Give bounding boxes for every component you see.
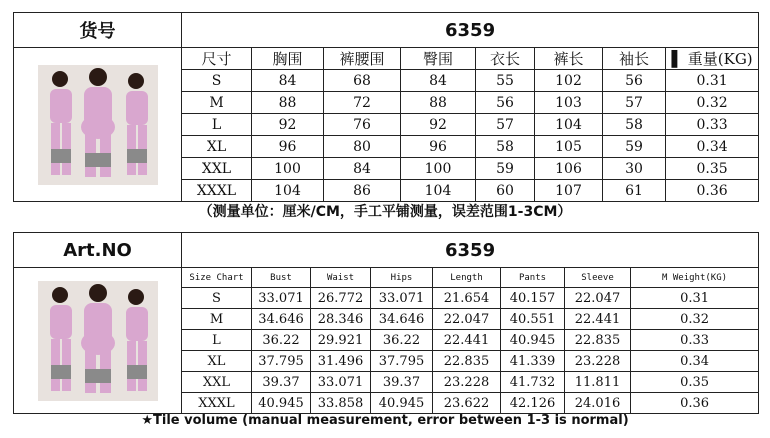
table-cell: 34.646 <box>252 309 311 330</box>
table-cell: S <box>182 288 252 309</box>
model-head <box>89 284 107 302</box>
table-header-row <box>14 268 759 288</box>
table-cell: 23.228 <box>433 372 501 393</box>
column-header: ▌ 重量(KG) <box>666 48 759 70</box>
table-cell: 0.35 <box>666 158 759 180</box>
table-cell: 33.858 <box>311 393 371 414</box>
table-cell: 100 <box>252 158 324 180</box>
mesh-panel <box>127 365 147 379</box>
column-header: 胸围 <box>252 48 324 70</box>
column-header: 衣长 <box>476 48 535 70</box>
table-cell: 0.34 <box>666 136 759 158</box>
product-photo-graphic <box>38 65 158 185</box>
table-cell: 106 <box>535 158 603 180</box>
table-cell: 104 <box>401 180 476 202</box>
table-cell: 22.835 <box>565 330 631 351</box>
table-cell: 0.33 <box>666 114 759 136</box>
table-cell: 56 <box>603 70 666 92</box>
mesh-panel <box>51 365 71 379</box>
table-cell: 102 <box>535 70 603 92</box>
garment-top <box>126 91 148 125</box>
table-cell: 86 <box>324 180 401 202</box>
table-cell: L <box>182 114 252 136</box>
column-header: 裤腰围 <box>324 48 401 70</box>
table-cell: 88 <box>401 92 476 114</box>
table-cell: 22.441 <box>565 309 631 330</box>
table-cell: 33.071 <box>252 288 311 309</box>
table-cell: 107 <box>535 180 603 202</box>
table-cell: 0.33 <box>631 330 759 351</box>
table-cell: 80 <box>324 136 401 158</box>
table-cell: 100 <box>401 158 476 180</box>
table-cell: XXXL <box>182 180 252 202</box>
column-header: Pants <box>501 268 565 288</box>
table-cell: 0.32 <box>666 92 759 114</box>
size-table-english <box>13 232 759 414</box>
table-cell: M <box>182 92 252 114</box>
column-header: 臀围 <box>401 48 476 70</box>
table-cell: 57 <box>476 114 535 136</box>
table-cell: 39.37 <box>252 372 311 393</box>
table-cell: 58 <box>603 114 666 136</box>
table-cell: 0.32 <box>631 309 759 330</box>
article-number-value: 6359 <box>182 233 759 268</box>
table-cell: 31.496 <box>311 351 371 372</box>
table-cell: 59 <box>476 158 535 180</box>
table-cell: 96 <box>401 136 476 158</box>
table-cell: 0.36 <box>666 180 759 202</box>
table-cell: 57 <box>603 92 666 114</box>
column-header: Hips <box>371 268 433 288</box>
table-cell: 61 <box>603 180 666 202</box>
table-cell: 22.835 <box>433 351 501 372</box>
model-head <box>89 68 107 86</box>
table-cell: 59 <box>603 136 666 158</box>
garment-top <box>50 305 72 339</box>
column-header: Waist <box>311 268 371 288</box>
table-cell: 0.34 <box>631 351 759 372</box>
table-cell: 84 <box>324 158 401 180</box>
table-cell: 24.016 <box>565 393 631 414</box>
column-header: 裤长 <box>535 48 603 70</box>
table-cell: 11.811 <box>565 372 631 393</box>
table-cell: 22.441 <box>433 330 501 351</box>
article-number-label: Art.NO <box>14 233 182 268</box>
table-cell: 36.22 <box>252 330 311 351</box>
table-cell: 28.346 <box>311 309 371 330</box>
table-cell: 56 <box>476 92 535 114</box>
table-cell: 58 <box>476 136 535 158</box>
table-cell: 37.795 <box>371 351 433 372</box>
article-number-label: 货号 <box>14 13 182 48</box>
table-cell: XL <box>182 136 252 158</box>
table-cell: 34.646 <box>371 309 433 330</box>
mesh-panel <box>85 153 111 167</box>
table-cell: 96 <box>252 136 324 158</box>
table-cell: 29.921 <box>311 330 371 351</box>
model-head <box>52 71 68 87</box>
garment-top <box>126 307 148 341</box>
table-cell: 42.126 <box>501 393 565 414</box>
measurement-note-english: ★Tile volume (manual measurement, error between 1-3 is normal) <box>141 413 629 428</box>
table-cell: 30 <box>603 158 666 180</box>
product-photo <box>14 268 182 414</box>
table-cell: 40.945 <box>501 330 565 351</box>
table-cell: 40.945 <box>371 393 433 414</box>
garment-top <box>50 89 72 123</box>
table-cell: 55 <box>476 70 535 92</box>
column-header: 尺寸 <box>182 48 252 70</box>
table-cell: 23.228 <box>565 351 631 372</box>
table-cell: M <box>182 309 252 330</box>
size-table-chinese <box>13 12 759 202</box>
table-cell: XXXL <box>182 393 252 414</box>
table-cell: 0.36 <box>631 393 759 414</box>
table-cell: 0.35 <box>631 372 759 393</box>
table-cell: 40.945 <box>252 393 311 414</box>
column-header: Sleeve <box>565 268 631 288</box>
column-header: 袖长 <box>603 48 666 70</box>
table-cell: S <box>182 70 252 92</box>
table-cell: 41.732 <box>501 372 565 393</box>
table-cell: XL <box>182 351 252 372</box>
table-cell: XXL <box>182 372 252 393</box>
table-cell: 68 <box>324 70 401 92</box>
table-cell: 60 <box>476 180 535 202</box>
product-photo-graphic <box>38 281 158 401</box>
mesh-panel <box>127 149 147 163</box>
column-header: M Weight(KG) <box>631 268 759 288</box>
table-cell: 41.339 <box>501 351 565 372</box>
table-cell: 103 <box>535 92 603 114</box>
table-cell: 92 <box>401 114 476 136</box>
table-cell: 104 <box>252 180 324 202</box>
table-cell: 104 <box>535 114 603 136</box>
table-cell: 37.795 <box>252 351 311 372</box>
table-cell: 92 <box>252 114 324 136</box>
table-cell: 33.071 <box>371 288 433 309</box>
model-head <box>52 287 68 303</box>
table-cell: 39.37 <box>371 372 433 393</box>
measurement-note-chinese: （测量单位：厘米/CM，手工平铺测量，误差范围1-3CM） <box>198 204 572 220</box>
table-cell: 26.772 <box>311 288 371 309</box>
table-cell: 40.551 <box>501 309 565 330</box>
table-cell: 84 <box>252 70 324 92</box>
table-cell: L <box>182 330 252 351</box>
table-cell: 21.654 <box>433 288 501 309</box>
table-cell: 84 <box>401 70 476 92</box>
table-cell: 40.157 <box>501 288 565 309</box>
mesh-panel <box>51 149 71 163</box>
column-header: Size Chart <box>182 268 252 288</box>
table-header-row <box>14 48 759 70</box>
table-cell: 0.31 <box>631 288 759 309</box>
product-photo <box>14 48 182 202</box>
table-cell: 105 <box>535 136 603 158</box>
column-header: Length <box>433 268 501 288</box>
table-cell: XXL <box>182 158 252 180</box>
mesh-panel <box>85 369 111 383</box>
table-cell: 23.622 <box>433 393 501 414</box>
column-header: Bust <box>252 268 311 288</box>
article-number-value: 6359 <box>182 13 759 48</box>
model-head <box>128 289 144 305</box>
table-cell: 76 <box>324 114 401 136</box>
table-cell: 0.31 <box>666 70 759 92</box>
table-cell: 22.047 <box>433 309 501 330</box>
table-cell: 88 <box>252 92 324 114</box>
table-cell: 36.22 <box>371 330 433 351</box>
model-head <box>128 73 144 89</box>
table-cell: 22.047 <box>565 288 631 309</box>
table-cell: 33.071 <box>311 372 371 393</box>
table-cell: 72 <box>324 92 401 114</box>
